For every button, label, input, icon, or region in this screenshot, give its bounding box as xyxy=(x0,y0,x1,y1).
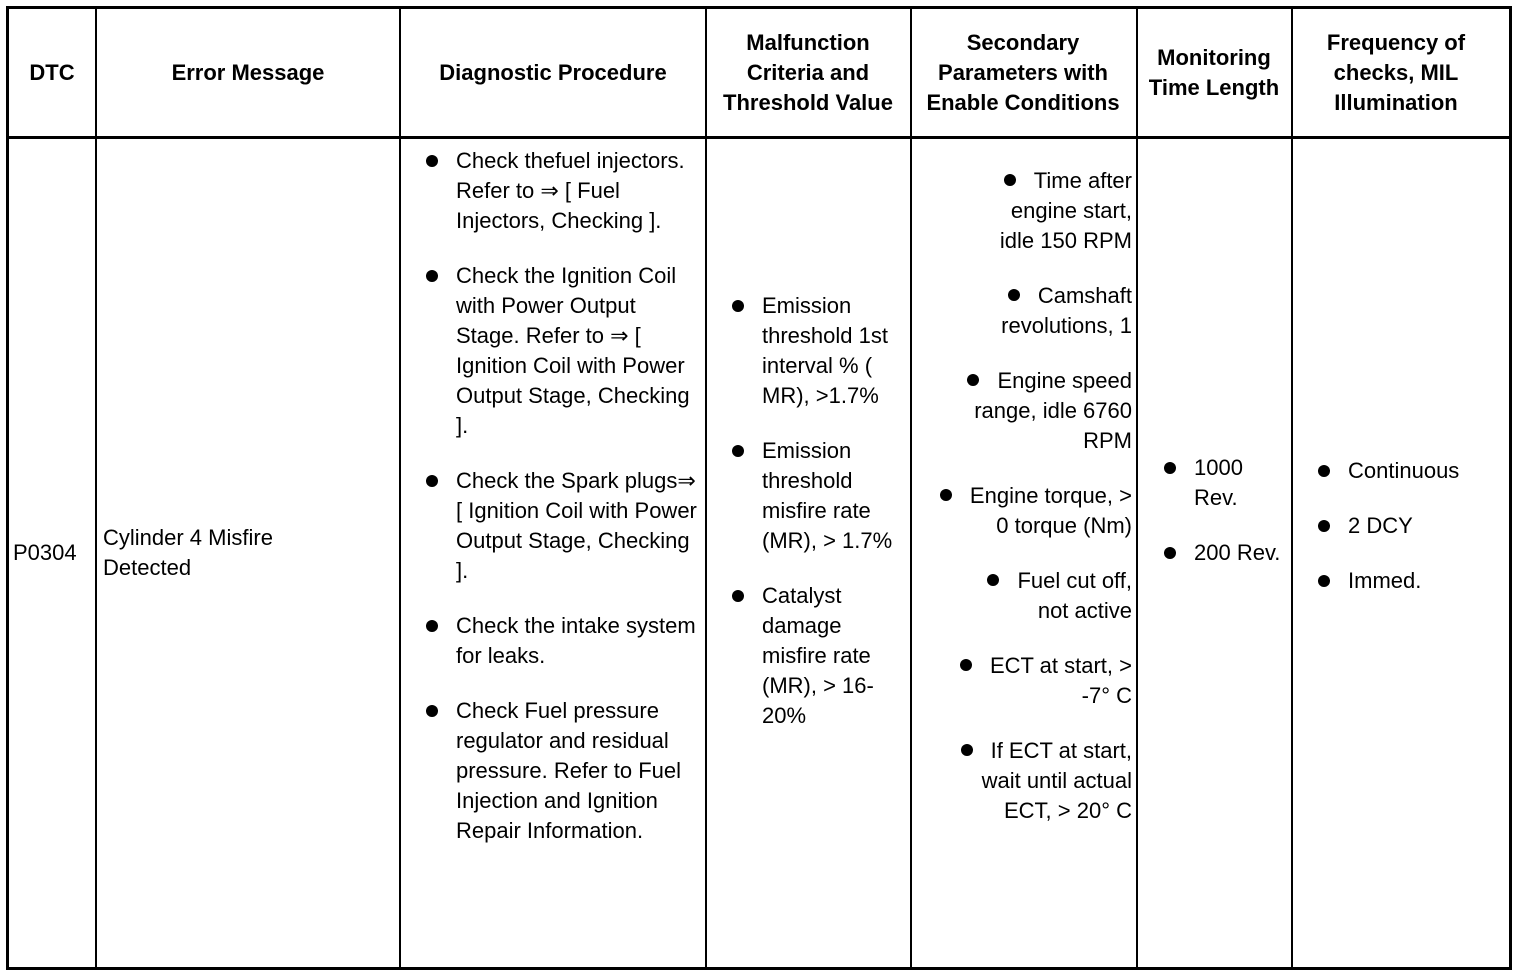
list-item xyxy=(422,466,702,586)
list-item xyxy=(728,581,908,731)
header-dtc: DTC xyxy=(29,59,75,85)
list-item xyxy=(922,651,1132,711)
list-item xyxy=(922,281,1132,341)
bullet-icon xyxy=(987,574,999,586)
procedure-step: Check thefuel injectors. Refer to ⇒ [ Fuel Injectors, Checking ]. xyxy=(456,148,685,233)
bullet-icon xyxy=(1164,547,1176,559)
bullet-icon xyxy=(1318,520,1330,532)
bullet-icon xyxy=(967,374,979,386)
column-divider xyxy=(1291,6,1293,967)
list-item xyxy=(422,146,702,236)
criteria-item: Emission threshold misfire rate (MR), > 1.7% xyxy=(762,438,893,553)
list-item xyxy=(922,566,1132,626)
list-item xyxy=(422,696,702,846)
header-error-message: Error Message xyxy=(171,59,325,85)
list-item xyxy=(922,166,1132,256)
parameter-item: Time after engine start, idle 150 RPM xyxy=(999,168,1132,253)
bullet-icon xyxy=(426,705,438,717)
bullet-icon xyxy=(1004,174,1016,186)
bullet-icon xyxy=(732,445,744,457)
header-malfunction-criteria: Malfunction Criteria and Threshold Value xyxy=(723,29,893,115)
procedure-step: Check the Ignition Coil with Power Output Stage. Refer to ⇒ [ Ignition Coil with Power Output Stage, Checking ]. xyxy=(456,263,690,438)
bullet-icon xyxy=(1008,289,1020,301)
list-item xyxy=(922,481,1132,541)
parameter-item: Fuel cut off, not active xyxy=(1017,568,1132,623)
cell-diagnostic-procedure xyxy=(422,146,702,846)
bullet-icon xyxy=(426,475,438,487)
bullet-icon xyxy=(1318,575,1330,587)
cell-monitoring-time xyxy=(1160,453,1285,568)
list-item xyxy=(922,366,1132,456)
cell-frequency xyxy=(1314,456,1499,596)
column-divider xyxy=(1136,6,1138,967)
bullet-icon xyxy=(940,489,952,501)
list-item xyxy=(422,261,702,441)
procedure-step: Check the intake system for leaks. xyxy=(456,613,696,668)
list-item xyxy=(1314,511,1499,541)
column-divider xyxy=(399,6,401,967)
parameter-item: ECT at start, > -7° C xyxy=(989,653,1132,708)
header-diagnostic-procedure: Diagnostic Procedure xyxy=(439,59,667,85)
list-item xyxy=(922,736,1132,826)
cell-dtc-code: P0304 xyxy=(13,540,77,565)
parameter-item: Engine torque, > 0 torque (Nm) xyxy=(969,483,1132,538)
bullet-icon xyxy=(960,659,972,671)
cell-malfunction-criteria xyxy=(728,291,908,731)
list-item xyxy=(1160,538,1285,568)
bullet-icon xyxy=(426,270,438,282)
parameter-item: Camshaft revolutions, 1 xyxy=(1001,283,1132,338)
criteria-item: Emission threshold 1st interval % ( MR), >1.7% xyxy=(762,293,888,408)
header-frequency: Frequency of checks, MIL Illumination xyxy=(1326,29,1466,115)
bullet-icon xyxy=(426,155,438,167)
bullet-icon xyxy=(1164,462,1176,474)
list-item xyxy=(728,291,908,411)
list-item xyxy=(1314,456,1499,486)
frequency-item: Immed. xyxy=(1348,568,1422,593)
cell-secondary-parameters xyxy=(922,166,1132,826)
procedure-step: Check Fuel pressure regulator and residual pressure. Refer to Fuel Injection and Ignition Repair Information. xyxy=(456,698,681,843)
monitoring-item: 1000 Rev. xyxy=(1194,455,1243,510)
bullet-icon xyxy=(732,590,744,602)
list-item xyxy=(728,436,908,556)
bullet-icon xyxy=(1318,465,1330,477)
monitoring-item: 200 Rev. xyxy=(1194,540,1281,565)
bullet-icon xyxy=(961,744,973,756)
column-divider xyxy=(95,6,97,967)
criteria-item: Catalyst damage misfire rate (MR), > 16-20% xyxy=(762,583,874,728)
bullet-icon xyxy=(426,620,438,632)
bullet-icon xyxy=(732,300,744,312)
header-secondary-parameters: Secondary Parameters with Enable Conditions xyxy=(926,29,1120,115)
column-divider xyxy=(910,6,912,967)
frequency-item: Continuous xyxy=(1348,458,1460,483)
parameter-item: If ECT at start, wait until actual ECT, > 20° C xyxy=(981,738,1132,823)
list-item xyxy=(1160,453,1285,513)
column-divider xyxy=(705,6,707,967)
header-divider xyxy=(6,136,1509,139)
frequency-item: 2 DCY xyxy=(1348,513,1413,538)
list-item xyxy=(422,611,702,671)
cell-error-message: Cylinder 4 Misfire Detected xyxy=(103,525,273,580)
header-monitoring-time: Monitoring Time Length xyxy=(1148,44,1280,100)
parameter-item: Engine speed range, idle 6760 RPM xyxy=(974,368,1132,453)
procedure-step: Check the Spark plugs⇒ [ Ignition Coil with Power Output Stage, Checking ]. xyxy=(456,468,697,583)
list-item xyxy=(1314,566,1499,596)
